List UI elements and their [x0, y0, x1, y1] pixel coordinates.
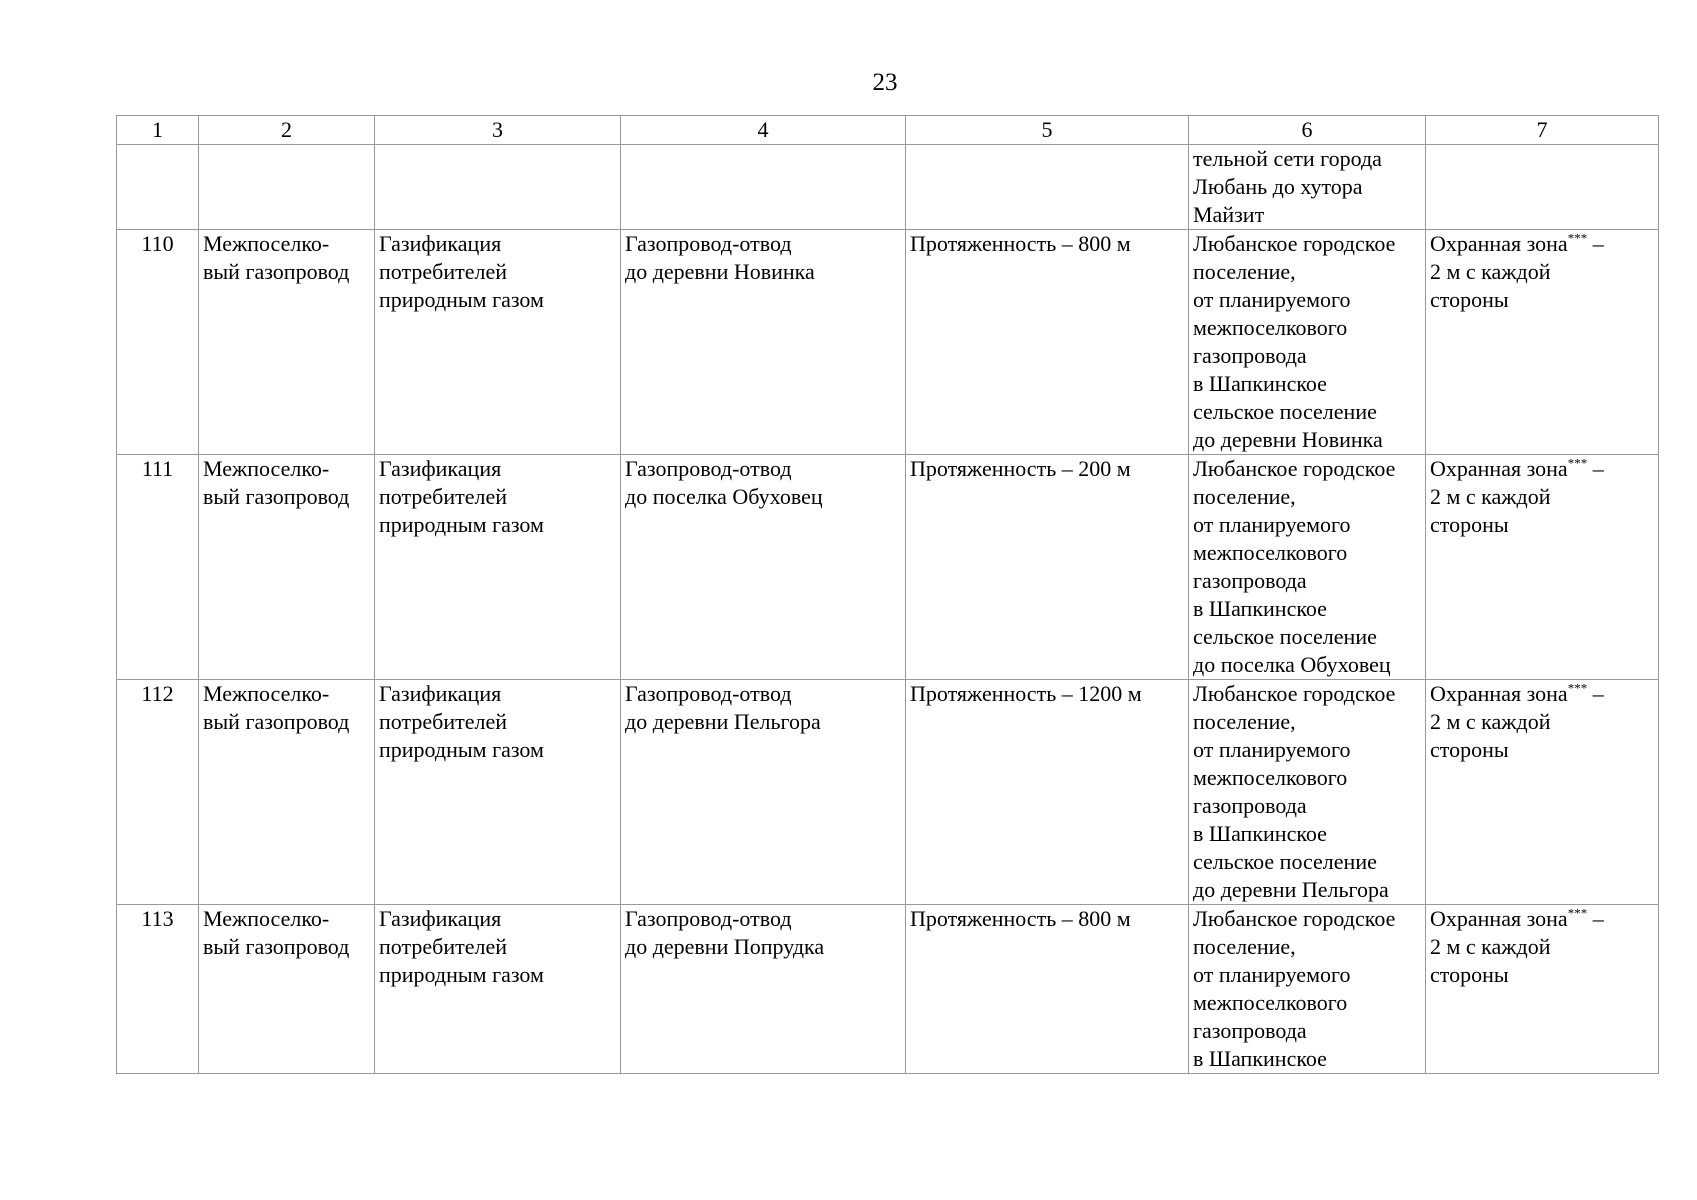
table-cell [375, 145, 621, 230]
object-purpose: Газификация потребителей природным газом [375, 230, 621, 455]
table-row [117, 455, 1659, 680]
footnote-mark: *** [1567, 680, 1588, 696]
column-header: 6 [1189, 116, 1426, 145]
row-number: 112 [117, 680, 199, 905]
object-parameter: Протяженность – 1200 м [906, 680, 1189, 905]
column-header: 5 [906, 116, 1189, 145]
protection-zone [1426, 680, 1659, 905]
object-purpose: Газификация потребителей природным газом [375, 905, 621, 1074]
row-number: 110 [117, 230, 199, 455]
table-row [117, 680, 1659, 905]
object-parameter: Протяженность – 800 м [906, 230, 1189, 455]
protection-zone [1426, 230, 1659, 455]
row-number: 111 [117, 455, 199, 680]
object-type: Межпоселко- вый газопровод [199, 680, 375, 905]
object-name: Газопровод-отвод до деревни Попрудка [621, 905, 906, 1074]
table-row [117, 230, 1659, 455]
data-table [116, 115, 1659, 1074]
object-location: Любанское городское поселение, от планируемого межпоселкового газопровода в Шапкинское сельское поселение до поселка Обуховец [1189, 455, 1426, 680]
footnote-mark: *** [1567, 455, 1588, 471]
table-cell [199, 145, 375, 230]
column-header: 7 [1426, 116, 1659, 145]
zone-label: Охранная зона [1430, 906, 1568, 931]
header-row [117, 116, 1659, 145]
zone-text: – 2 м с каждой стороны [1430, 456, 1604, 537]
table-row [117, 905, 1659, 1074]
page-number: 23 [872, 69, 898, 96]
object-purpose: Газификация потребителей природным газом [375, 680, 621, 905]
protection-zone [1426, 455, 1659, 680]
object-type: Межпоселко- вый газопровод [199, 230, 375, 455]
column-header: 4 [621, 116, 906, 145]
object-location: Любанское городское поселение, от планируемого межпоселкового газопровода в Шапкинское [1189, 905, 1426, 1074]
table-cell [1426, 145, 1659, 230]
zone-label: Охранная зона [1430, 681, 1568, 706]
object-name: Газопровод-отвод до деревни Пельгора [621, 680, 906, 905]
column-header: 3 [375, 116, 621, 145]
object-type: Межпоселко- вый газопровод [199, 455, 375, 680]
column-header: 1 [117, 116, 199, 145]
object-parameter: Протяженность – 800 м [906, 905, 1189, 1074]
footnote-mark: *** [1567, 905, 1588, 921]
table-cell-location: тельной сети города Любань до хутора Майзит [1189, 145, 1426, 230]
zone-text: – 2 м с каждой стороны [1430, 906, 1604, 987]
zone-text: – 2 м с каждой стороны [1430, 681, 1604, 762]
footnote-mark: *** [1567, 230, 1588, 246]
object-purpose: Газификация потребителей природным газом [375, 455, 621, 680]
zone-label: Охранная зона [1430, 231, 1568, 256]
object-type: Межпоселко- вый газопровод [199, 905, 375, 1074]
object-location: Любанское городское поселение, от планируемого межпоселкового газопровода в Шапкинское сельское поселение до деревни Новинка [1189, 230, 1426, 455]
zone-label: Охранная зона [1430, 456, 1568, 481]
column-header: 2 [199, 116, 375, 145]
object-parameter: Протяженность – 200 м [906, 455, 1189, 680]
object-location: Любанское городское поселение, от планируемого межпоселкового газопровода в Шапкинское сельское поселение до деревни Пельгора [1189, 680, 1426, 905]
row-number: 113 [117, 905, 199, 1074]
object-name: Газопровод-отвод до поселка Обуховец [621, 455, 906, 680]
table-cell [117, 145, 199, 230]
protection-zone [1426, 905, 1659, 1074]
table-cell [906, 145, 1189, 230]
zone-text: – 2 м с каждой стороны [1430, 231, 1604, 312]
object-name: Газопровод-отвод до деревни Новинка [621, 230, 906, 455]
table-cell [621, 145, 906, 230]
table-row-continuation [117, 145, 1659, 230]
